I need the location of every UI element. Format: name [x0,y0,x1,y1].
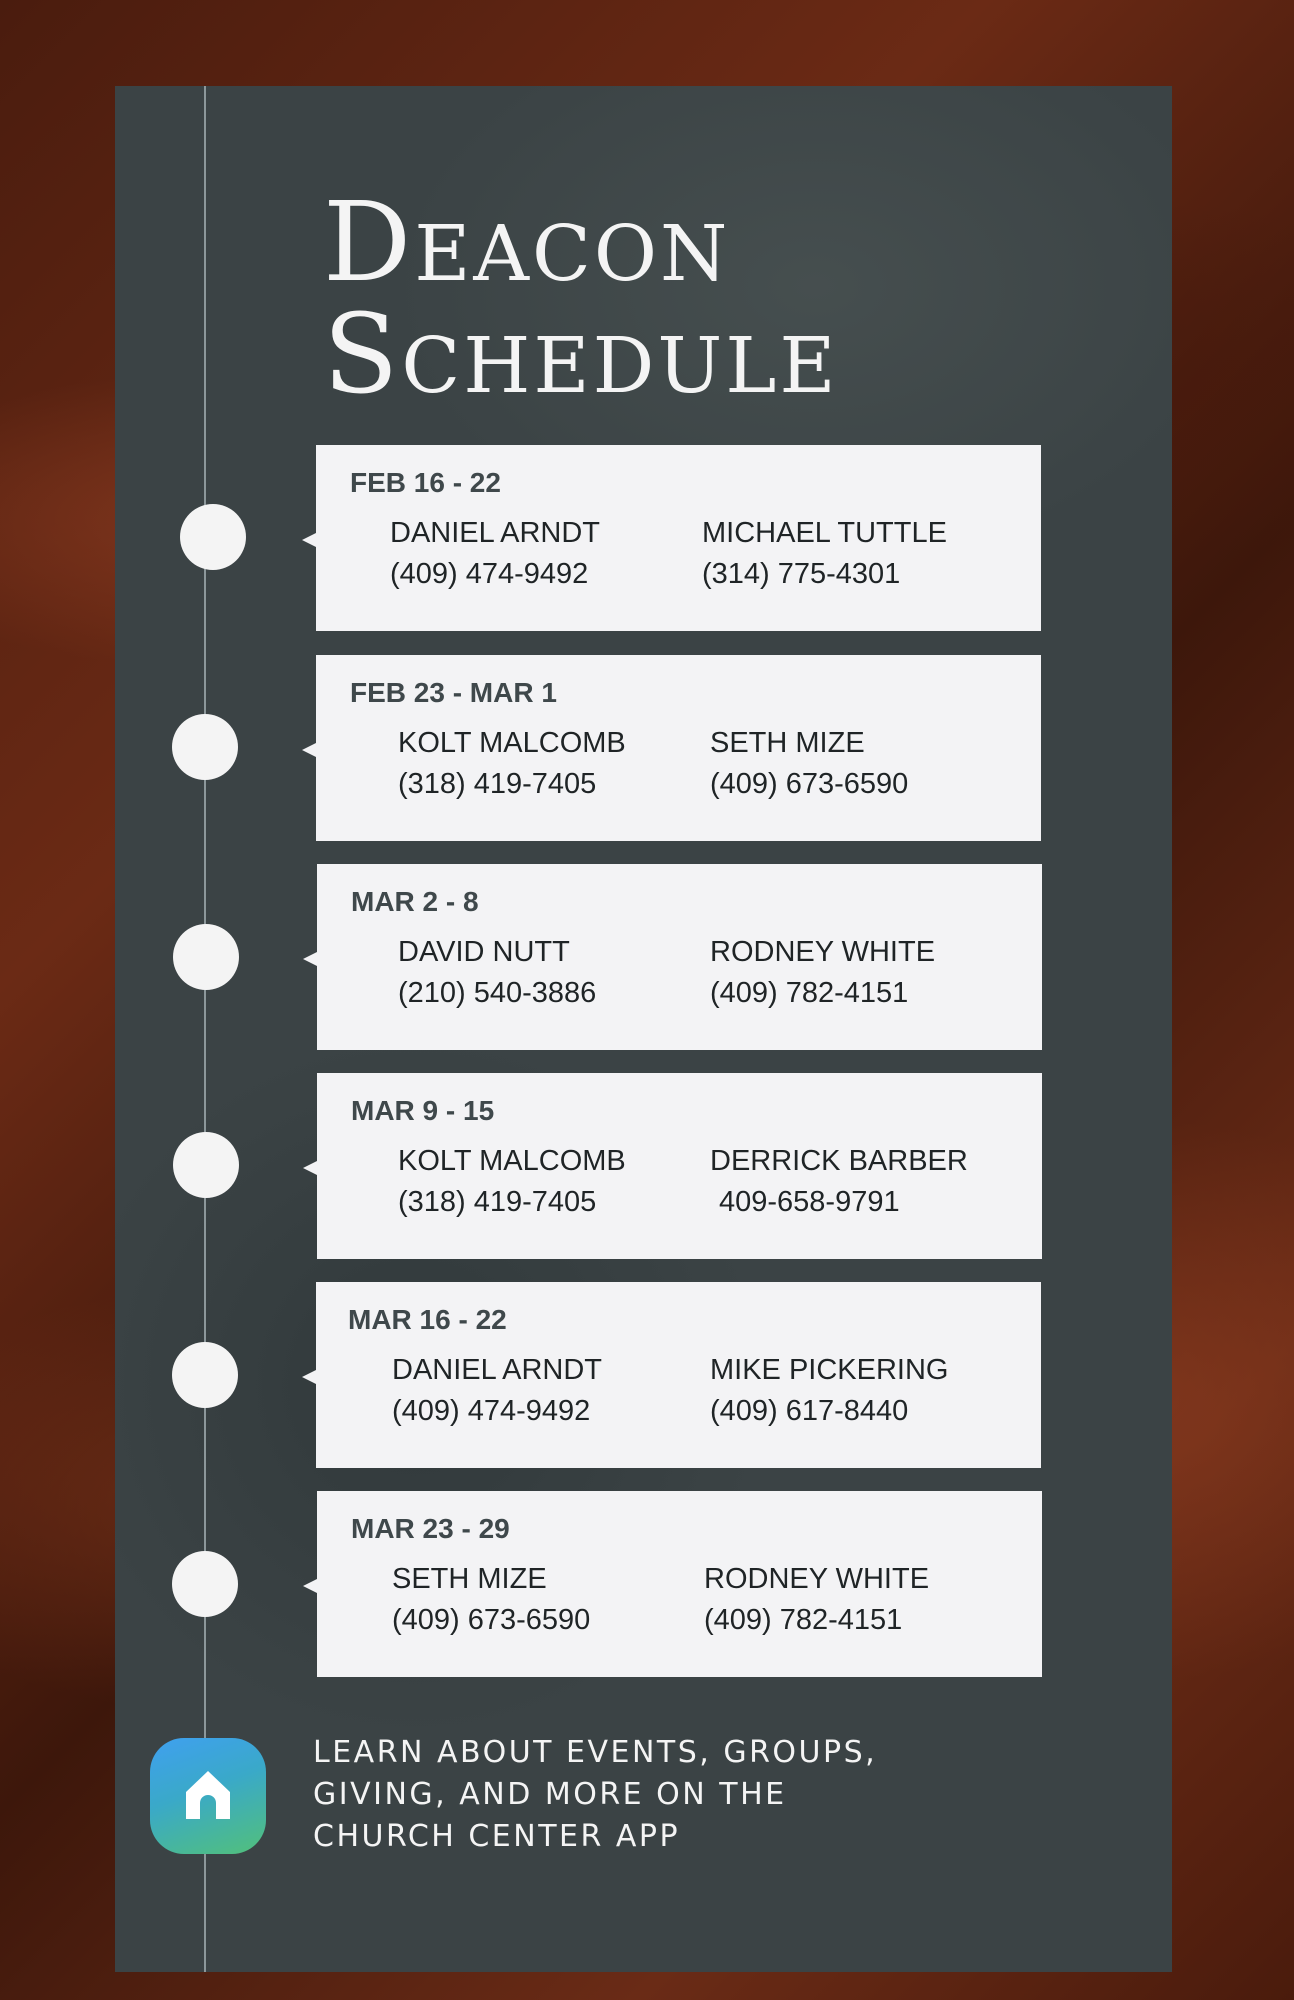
deacon-name: RODNEY WHITE [704,1563,930,1595]
deacon-phone: (210) 540-3886 [398,977,597,1009]
cta-line: CHURCH CENTER APP [313,1819,681,1854]
app-promo-text [313,1732,953,1858]
card-pointer [303,1161,317,1175]
timeline-line [204,86,206,1972]
week-label: MAR 23 - 29 [351,1513,510,1544]
deacon-phone: (318) 419-7405 [398,768,597,800]
deacon-phone: (409) 474-9492 [392,1395,591,1427]
deacon-phone: (409) 474-9492 [390,558,589,590]
week-label: MAR 9 - 15 [351,1095,495,1126]
deacon-name: DAVID NUTT [398,936,570,968]
schedule-card [317,1491,1042,1677]
deacon-name: SETH MIZE [710,727,865,759]
title-line-1: Deacon [323,178,731,306]
title-line-2: Schedule [323,290,839,418]
deacon-entry [390,513,600,595]
deacon-entry [398,932,596,1014]
week-label: MAR 16 - 22 [348,1304,507,1335]
week-label: FEB 16 - 22 [350,467,501,498]
card-pointer [303,1579,317,1593]
timeline-dot [180,504,246,570]
deacon-phone: (409) 673-6590 [392,1604,591,1636]
deacon-name: MIKE PICKERING [710,1354,949,1386]
deacon-name: DANIEL ARNDT [390,517,601,549]
schedule-card [316,1282,1041,1468]
schedule-card [317,1073,1042,1259]
card-pointer [302,533,316,547]
deacon-name: DANIEL ARNDT [392,1354,603,1386]
card-pointer [302,1370,316,1384]
deacon-phone: (409) 782-4151 [710,977,909,1009]
deacon-entry [398,723,626,805]
deacon-entry [704,1559,929,1641]
deacon-entry [710,932,935,1014]
deacon-name: KOLT MALCOMB [398,1145,626,1177]
schedule-card [317,864,1042,1050]
deacon-entry [392,1350,602,1432]
deacon-entry [392,1559,590,1641]
deacon-name: MICHAEL TUTTLE [702,517,947,549]
cta-line: GIVING, AND MORE ON THE [313,1777,787,1812]
deacon-name: RODNEY WHITE [710,936,936,968]
schedule-card [316,445,1041,631]
deacon-entry [710,1141,968,1223]
deacon-phone: (409) 617-8440 [710,1395,909,1427]
page-title [323,178,839,418]
church-center-app-icon[interactable] [150,1738,266,1854]
timeline-dot [172,714,238,780]
week-label: FEB 23 - MAR 1 [350,677,557,708]
timeline-dot [172,1342,238,1408]
timeline-dot [173,1132,239,1198]
deacon-phone: (314) 775-4301 [702,558,901,590]
deacon-entry [398,1141,626,1223]
cta-line: LEARN ABOUT EVENTS, GROUPS, [313,1735,878,1770]
deacon-phone: (409) 782-4151 [704,1604,903,1636]
deacon-phone: 409-658-9791 [719,1186,900,1218]
week-label: MAR 2 - 8 [351,886,479,917]
deacon-name: KOLT MALCOMB [398,727,626,759]
deacon-phone: (409) 673-6590 [710,768,909,800]
home-icon [183,1768,233,1822]
timeline-dot [172,1551,238,1617]
card-pointer [303,952,317,966]
timeline-dot [173,924,239,990]
schedule-card [316,655,1041,841]
card-pointer [302,743,316,757]
deacon-entry [710,1350,949,1432]
deacon-name: SETH MIZE [392,1563,547,1595]
deacon-phone: (318) 419-7405 [398,1186,597,1218]
deacon-name: DERRICK BARBER [710,1145,968,1177]
deacon-entry [710,723,908,805]
deacon-entry [702,513,947,595]
